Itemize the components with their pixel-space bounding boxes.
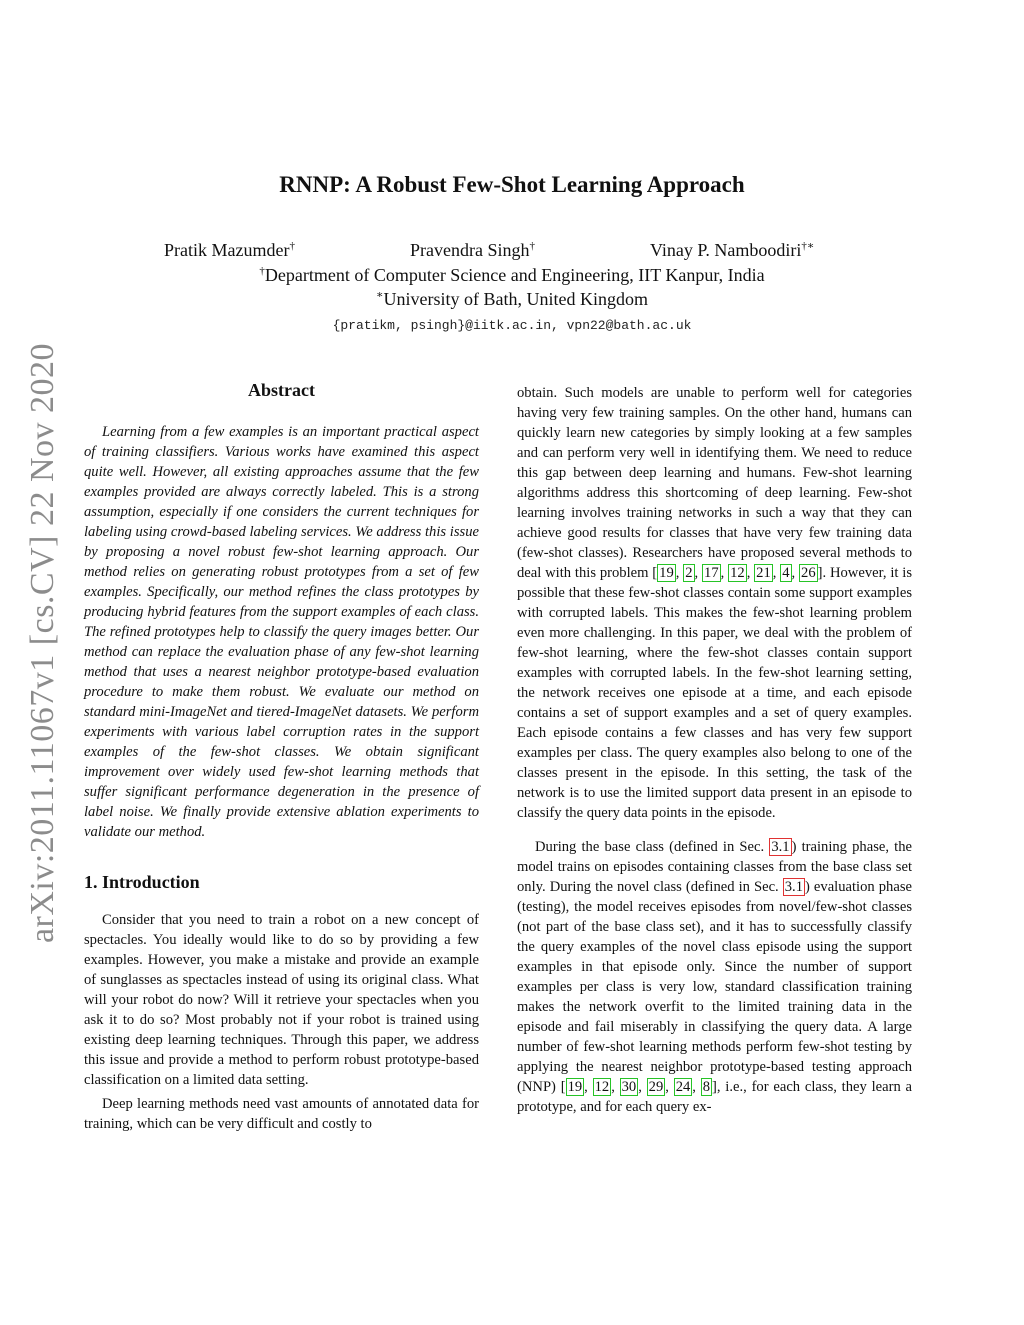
citation-link[interactable]: 12 (730, 565, 745, 581)
citation-link[interactable]: 29 (648, 1079, 664, 1095)
affiliation-2-text: University of Bath, United Kingdom (383, 289, 648, 309)
right-paragraph-2-part-c: ) evaluation phase (testing), the model receives episodes from novel/few-shot classes (not part of the base class set), and it has to successfully classify the query examples of the novel class episode using the support examples in that episode only. Since the number of support examples per class is very low, standard classification training makes the network overfit to the limited training data in the episode and fail miserably in classifying the query data. A large number of few-shot learning methods perform few-shot testing by applying the nearest neighbor prototype-based testing approach (NNP) [ (517, 879, 912, 1095)
citation-link[interactable]: 24 (675, 1079, 691, 1095)
author-emails: {pratikm, psingh}@iitk.ac.in, vpn22@bath.ac.uk (332, 318, 692, 333)
affiliation-2-mark: ∗ (376, 289, 384, 301)
right-paragraph-1-part-a: obtain. Such models are unable to perform well for categories having very few training samples. On the other hand, humans can quickly learn new categories by simply looking at a few samples and can perform very well in identifying them. We need to reduce this gap between deep learning and humans. Few-shot learning algorithms address this shortcoming of deep learning. Few-shot learning involves training networks in such a way that they can achieve good results for classes that have very few training data (few-shot classes). Researchers have proposed several methods to deal with this problem [ (517, 385, 912, 581)
author-2-mark: † (529, 240, 535, 252)
arxiv-identifier-text: arXiv:2011.11067v1 [cs.CV] 22 Nov 2020 (24, 342, 61, 943)
right-paragraph-2-part-b: ) training phase, the model trains on episodes containing classes from the base class set only. During the novel class (defined in Sec. (517, 839, 913, 895)
citation-link[interactable]: 21 (756, 565, 771, 581)
citation-group-2: 19 , 12 , 30 , 29 , 24 , 8 (567, 1079, 711, 1095)
right-paragraph-2-part-d: ], i.e., for each class, they learn a prototype, and for each query ex- (517, 1079, 913, 1115)
section-reference-link[interactable]: 3.1 (771, 839, 790, 855)
abstract-text: Learning from a few examples is an important practical aspect of training classifiers. Various works have examined this aspect quite well. However, all existing approaches assume that the few examples provided are always correctly labeled. This is a strong assumption, especially if one considers the current techniques for labeling using crowd-based labeling services. We address this issue by proposing a novel robust few-shot learning approach. Our method relies on generating robust prototypes from a set of few examples. Specifically, our method refines the class prototypes by producing hybrid features from the support examples of each class. The refined prototypes help to classify the query images better. Our method can replace the evaluation phase of any few-shot learning method that uses a nearest neighbor prototype-based evaluation procedure to make them robust. We evaluate our method on standard mini-ImageNet and tiered-ImageNet datasets. We perform experiments with various label corruption rates in the support examples of the few-shot classes. We obtain significant improvement over widely used few-shot learning methods that suffer significant performance degeneration in the presence of label noise. We finally provide extensive ablation experiments to validate our method. (84, 424, 479, 840)
citation-group-1: 19 , 2 , 17 , 12 , 21 , 4 , 26 (659, 565, 816, 581)
abstract-heading: Abstract (248, 380, 315, 400)
affiliation-2 (0, 289, 1024, 310)
citation-link[interactable]: 8 (702, 1079, 711, 1095)
section-reference-link[interactable]: 3.1 (784, 879, 803, 895)
author-1-mark: † (289, 240, 295, 252)
right-paragraph-1-part-b: ]. However, it is possible that these few-shot classes contain some support examples with corrupted labels. This makes the few-shot learning problem even more challenging. In this paper, we deal with the problem of few-shot learning, where the few-shot classes contain support examples with corrupted labels. In the few-shot learning setting, the network receives one episode at a time, and each episode contains a set of support examples and a set of query examples. Each episode contains a few classes and has very few support examples per class. The query examples also belong to one of the classes present in the episode. In this setting, the task of the network is to use the limited support data present in an episode to classify the query data points in the episode. (517, 565, 913, 821)
paper-title: RNNP: A Robust Few-Shot Learning Approach (279, 172, 745, 197)
author-3 (650, 240, 814, 261)
affiliation-1-text: Department of Computer Science and Engineering, IIT Kanpur, India (264, 265, 765, 285)
citation-link[interactable]: 19 (567, 1079, 583, 1095)
citation-link[interactable]: 26 (801, 565, 816, 581)
citation-link[interactable]: 2 (685, 565, 693, 581)
left-column (84, 380, 479, 1138)
right-paragraph-1 (517, 383, 912, 823)
author-2 (410, 240, 535, 261)
author-2-name: Pravendra Singh (410, 240, 530, 260)
arxiv-identifier-stamp (14, 342, 72, 943)
citation-link[interactable]: 30 (621, 1079, 637, 1095)
right-column (517, 383, 912, 1121)
author-1-name: Pratik Mazumder (164, 240, 290, 260)
right-paragraph-2-part-a: During the base class (defined in Sec. (535, 839, 770, 855)
citation-link[interactable]: 19 (659, 565, 674, 581)
affiliation-1 (0, 265, 1024, 286)
author-3-name: Vinay P. Namboodiri (650, 240, 802, 260)
citation-link[interactable]: 17 (704, 565, 719, 581)
introduction-heading: 1. Introduction (84, 872, 200, 892)
affiliation-1-mark: † (259, 265, 265, 277)
introduction-paragraph-1: Consider that you need to train a robot on a new concept of spectacles. You ideally would like to do so by providing a few examples. However, you make a mistake and provide an example of sunglasses as spectacles instead of using its original class. What will your robot do now? Will it retrieve your spectacles when you ask it to do so? Most probably not if your robot is trained using existing deep learning techniques. Through this paper, we address this issue and provide a method to perform robust prototype-based classification on a limited data setting. (84, 912, 479, 1088)
right-paragraph-2 (517, 837, 912, 1117)
citation-link[interactable]: 12 (594, 1079, 610, 1095)
introduction-paragraph-2: Deep learning methods need vast amounts of annotated data for training, which can be very difficult and costly to (84, 1096, 479, 1132)
author-1 (164, 240, 295, 261)
author-3-mark: †∗ (801, 240, 815, 252)
citation-link[interactable]: 4 (782, 565, 790, 581)
